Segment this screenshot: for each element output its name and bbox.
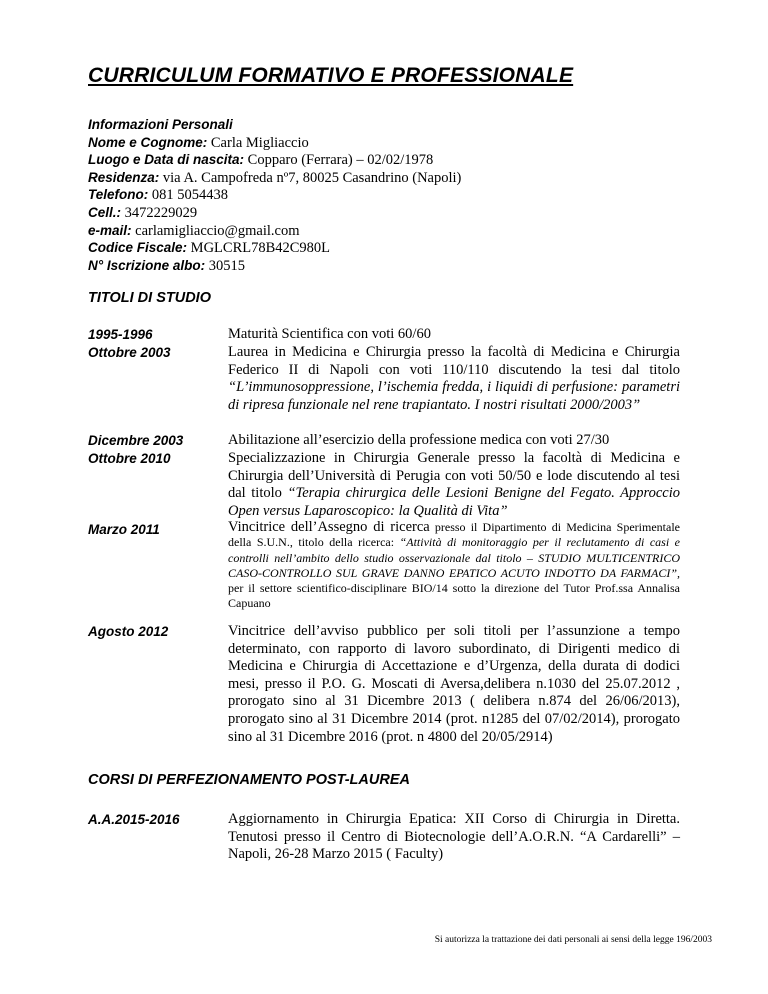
personal-info-block (88, 116, 688, 274)
info-label: Cell.: (88, 204, 122, 220)
document-title: CURRICULUM FORMATIVO E PROFESSIONALE (88, 64, 574, 87)
entry-text-body: Maturità Scientifica con voti 60/60 (228, 326, 431, 342)
entry-text-lead: Vincitrice dell’Assegno di ricerca (228, 519, 430, 535)
info-label: Luogo e Data di nascita: (88, 152, 245, 168)
entry-research-title: “Attività di monitoraggio per il reclutamento di casi e controlli nell’ambito dello studio osservazionale dal titolo – STUDIO MULTICENTRICO CASO-CONTROLLO SUL GRAVE DANNO EPATICO ACUTO INDOTTO DA FARMACI”, (228, 535, 681, 580)
info-label: Nome e Cognome: (88, 134, 208, 150)
section-heading-titoli: TITOLI DI STUDIO (88, 290, 211, 306)
info-row-tax-code (88, 239, 688, 257)
personal-info-heading (88, 116, 688, 134)
info-row-birth (88, 151, 688, 169)
info-value: via A. Campofreda nº7, 80025 Casandrino (Napoli) (159, 169, 462, 186)
entry-text (228, 811, 680, 864)
entry-thesis-title: “Terapia chirurgica delle Lesioni Benigne del Fegato. Approccio Open versus Laparoscopico: la Qualità di Vita” (228, 485, 680, 519)
info-label: Telefono: (88, 187, 149, 203)
info-label: e-mail: (88, 222, 132, 238)
info-value: carlamigliaccio@gmail.com (131, 222, 300, 239)
entry-text (228, 326, 680, 344)
privacy-footer: Si autorizza la trattazione dei dati personali ai sensi della legge 196/2003 (434, 935, 712, 945)
entry-text-body: Aggiornamento in Chirurgia Epatica: XII Corso di Chirurgia in Diretta. Tenutosi presso il Centro di Biotecnologie dell’A.O.R.N. “A Cardarelli” – Napoli, 26-28 Marzo 2015 ( Faculty) (228, 811, 680, 863)
entry-text-body: presso il Dipartimento di Medicina Sperimentale della S.U.N., titolo della ricerca: (228, 520, 680, 550)
entry-text (228, 450, 680, 520)
info-row-cell (88, 204, 688, 222)
entry-text (228, 432, 680, 450)
entry-text-body: Specializzazione in Chirurgia Generale presso la facoltà di Medicina e Chirurgia dell’Università di Perugia con voti 50/50 e lode discutendo al tesi dal titolo (228, 450, 680, 502)
info-value: Carla Migliaccio (207, 134, 309, 151)
entry-text-body: Laurea in Medicina e Chirurgia presso la facoltà di Medicina e Chirurgia Federico II di Napoli con voti 110/110 discutendo la tesi dal titolo (228, 344, 680, 378)
entry-text-body: Abilitazione all’esercizio della professione medica con voti 27/30 (228, 432, 610, 448)
info-label: Residenza: (88, 169, 160, 185)
entry-thesis-title: “L’immunosoppressione, l’ischemia fredda, i liquidi di perfusione: parametri di ripresa funzionale nel rene trapiantato. I nostri risultati 2000/2003” (228, 379, 680, 413)
entry-date: Ottobre 2003 (88, 345, 171, 360)
entry-date: Agosto 2012 (88, 624, 169, 639)
entry-text-body: Vincitrice dell’avviso pubblico per soli titoli per l’assunzione a tempo determinato, con rapporto di lavoro subordinato, di Dirigenti medico di Medicina e Chirurgia di Accettazione e d’Urgenza, della durata di dodici mesi, presso il P.O. G. Moscati di Aversa,delibera n.1030 del 25.07.2012 , prorogato sino al 31 Dicembre 2013 ( delibera n.874 del 26/06/2013), prorogato sino al 31 Dicembre 2014 (prot. n1285 del 07/02/2014), prorogato sino al 31 Dicembre 2016 (prot. n 4800 del 20/05/2914) (228, 623, 680, 745)
entry-date: 1995-1996 (88, 327, 153, 342)
info-label: N° Iscrizione albo: (88, 257, 206, 273)
entry-text (228, 520, 680, 612)
entry-date: Ottobre 2010 (88, 451, 171, 466)
info-value: MGLCRL78B42C980L (187, 240, 331, 257)
entry-text-tail: per il settore scientifico-disciplinare BIO/14 sotto la direzione del Tutor Prof.ssa Annalisa Capuano (228, 581, 680, 611)
info-label: Codice Fiscale: (88, 240, 188, 256)
info-row-phone (88, 186, 688, 204)
info-value: Copparo (Ferrara) – 02/02/1978 (244, 152, 434, 169)
info-value: 3472229029 (121, 204, 198, 221)
info-row-email (88, 222, 688, 240)
info-row-name (88, 134, 688, 152)
info-row-residence (88, 169, 688, 187)
entry-text (228, 623, 680, 746)
section-heading-corsi: CORSI DI PERFEZIONAMENTO POST-LAUREA (88, 772, 410, 788)
entry-text (228, 344, 680, 414)
entry-date: Marzo 2011 (88, 522, 160, 537)
personal-info-heading-text: Informazioni Personali (88, 117, 233, 132)
info-value: 30515 (205, 257, 246, 274)
entry-date: Dicembre 2003 (88, 433, 184, 448)
info-row-register (88, 257, 688, 275)
entry-date: A.A.2015-2016 (88, 812, 180, 827)
info-value: 081 5054438 (148, 187, 228, 204)
